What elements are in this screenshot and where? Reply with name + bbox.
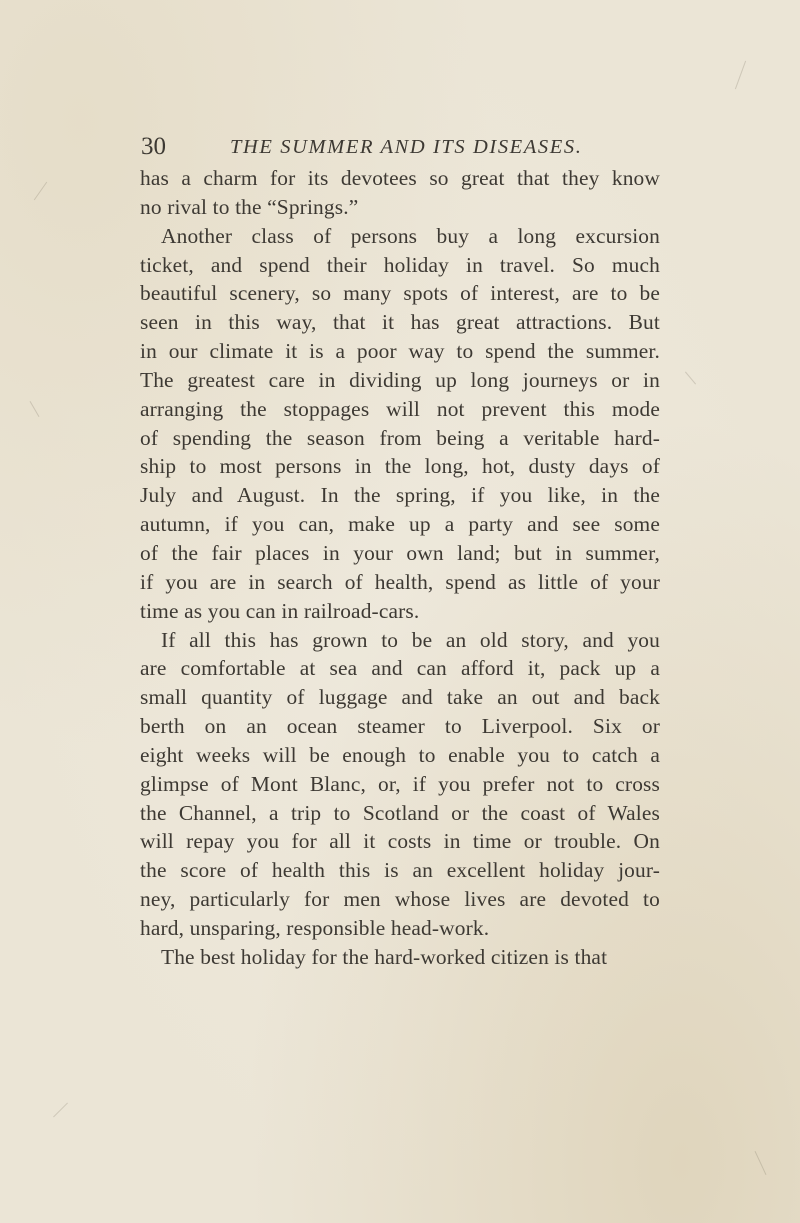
paper-fiber bbox=[30, 401, 40, 417]
body-text bbox=[140, 164, 660, 972]
text-line: seen in this way, that it has great attractions. But bbox=[140, 310, 660, 335]
text-line: hard, unsparing, responsible head-work. bbox=[140, 915, 490, 940]
text-line: ney, particularly for men whose lives are devoted to bbox=[140, 887, 660, 912]
text-line: small quantity of luggage and take an out and back bbox=[140, 685, 660, 710]
text-line: are comfortable at sea and can afford it, pack up a bbox=[140, 656, 660, 681]
text-line: July and August. In the spring, if you like, in the bbox=[140, 483, 660, 508]
paper-fiber bbox=[685, 372, 696, 385]
text-line: If all this has grown to be an old story, and you bbox=[161, 627, 660, 652]
text-line: glimpse of Mont Blanc, or, if you prefer not to cross bbox=[140, 771, 660, 796]
paper-fiber bbox=[34, 182, 47, 201]
text-line: berth on an ocean steamer to Liverpool. Six or bbox=[140, 714, 660, 739]
text-line: ship to most persons in the long, hot, dusty days of bbox=[140, 454, 660, 479]
paper-fiber bbox=[735, 61, 746, 90]
text-line: the score of health this is an excellent holiday jour- bbox=[140, 858, 660, 883]
text-line: has a charm for its devotees so great that they know bbox=[140, 166, 660, 190]
text-line: The greatest care in dividing up long journeys or in bbox=[140, 367, 660, 392]
text-line: beautiful scenery, so many spots of interest, are to be bbox=[140, 281, 660, 306]
text-line: if you are in search of health, spend as little of your bbox=[140, 569, 660, 594]
text-line: will repay you for all it costs in time or trouble. On bbox=[140, 829, 660, 854]
running-head bbox=[141, 132, 661, 162]
text-line: arranging the stoppages will not prevent this mode bbox=[140, 396, 660, 421]
paper-fiber bbox=[53, 1103, 68, 1118]
running-title: THE SUMMER AND ITS DISEASES. bbox=[230, 136, 583, 158]
text-line: eight weeks will be enough to enable you to catch a bbox=[140, 742, 660, 767]
text-line: autumn, if you can, make up a party and see some bbox=[140, 512, 660, 537]
text-line: time as you can in railroad-cars. bbox=[140, 598, 420, 623]
paper-fiber bbox=[755, 1151, 767, 1175]
text-line: Another class of persons buy a long excursion bbox=[161, 223, 660, 248]
text-line: the Channel, a trip to Scotland or the coast of Wales bbox=[140, 800, 660, 825]
text-line: The best holiday for the hard-worked citizen is that bbox=[161, 944, 608, 969]
text-line: in our climate it is a poor way to spend the summer. bbox=[140, 339, 660, 364]
text-line: of the fair places in your own land; but in summer, bbox=[140, 540, 660, 565]
text-line: ticket, and spend their holiday in travel. So much bbox=[140, 252, 660, 277]
text-line: of spending the season from being a veritable hard- bbox=[140, 425, 660, 450]
text-line: no rival to the “Springs.” bbox=[140, 194, 359, 219]
page-number: 30 bbox=[141, 133, 166, 160]
